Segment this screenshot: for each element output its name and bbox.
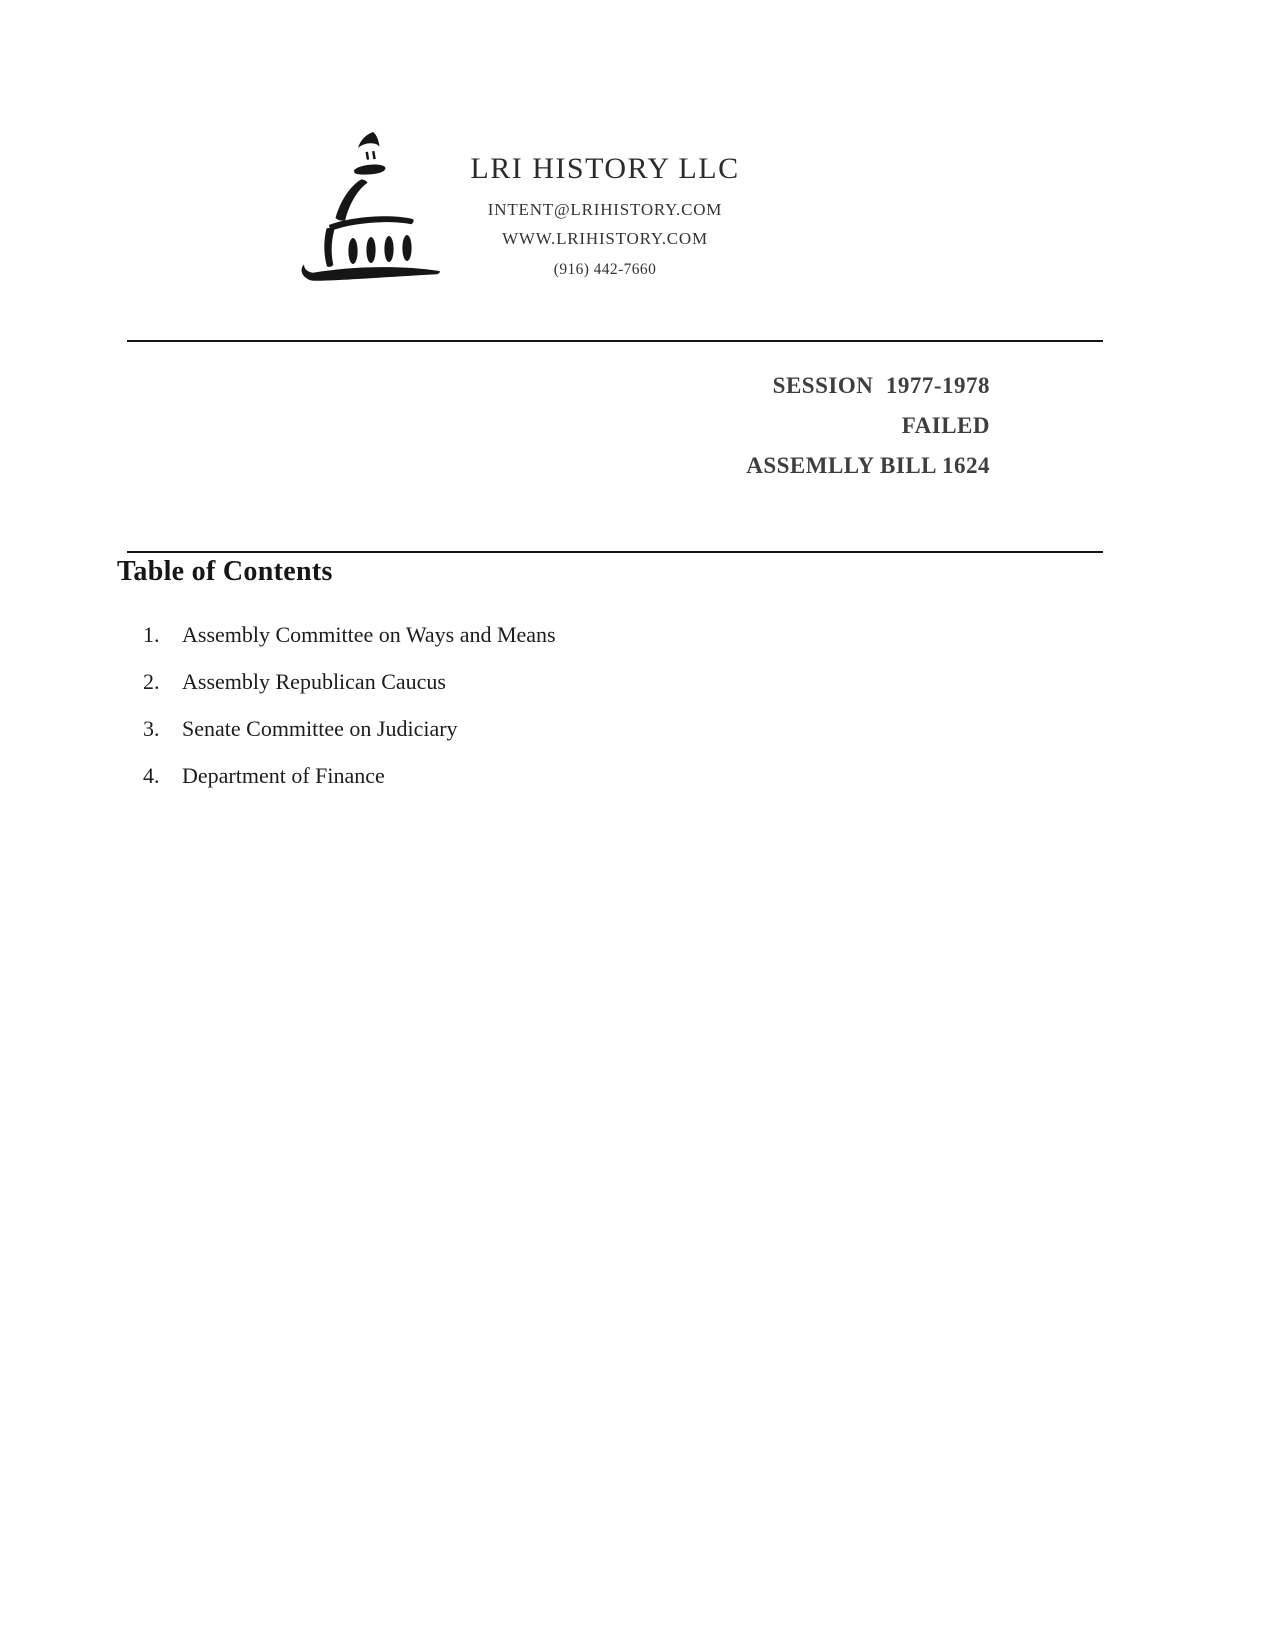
- company-website: WWW.LRIHISTORY.COM: [502, 229, 708, 248]
- toc-list: [143, 624, 843, 812]
- toc-item: [143, 718, 843, 740]
- toc-title: Table of Contents: [117, 556, 333, 587]
- toc-item-number: 1.: [143, 622, 160, 647]
- toc-item-number: 4.: [143, 763, 160, 788]
- company-phone: (916) 442-7660: [553, 261, 657, 278]
- session-block: [500, 366, 990, 486]
- horizontal-rule-bottom: [127, 551, 1103, 553]
- toc-item-number: 2.: [143, 669, 160, 694]
- toc-item-label: Assembly Committee on Ways and Means: [182, 622, 556, 647]
- bill-status: FAILED: [901, 413, 990, 438]
- session-years: SESSION 1977-1978: [772, 373, 990, 398]
- toc-item: [143, 765, 843, 787]
- company-name: LRI HISTORY LLC: [470, 152, 740, 185]
- letterhead: [400, 152, 810, 279]
- company-email: INTENT@LRIHISTORY.COM: [487, 200, 723, 219]
- horizontal-rule-top: [127, 340, 1103, 342]
- toc-item-label: Assembly Republican Caucus: [182, 669, 446, 694]
- toc-item-label: Department of Finance: [182, 763, 385, 788]
- toc-item-number: 3.: [143, 716, 160, 741]
- bill-number: ASSEMLLY BILL 1624: [746, 453, 990, 478]
- toc-item: [143, 624, 843, 646]
- toc-item: [143, 671, 843, 693]
- toc-item-label: Senate Committee on Judiciary: [182, 716, 458, 741]
